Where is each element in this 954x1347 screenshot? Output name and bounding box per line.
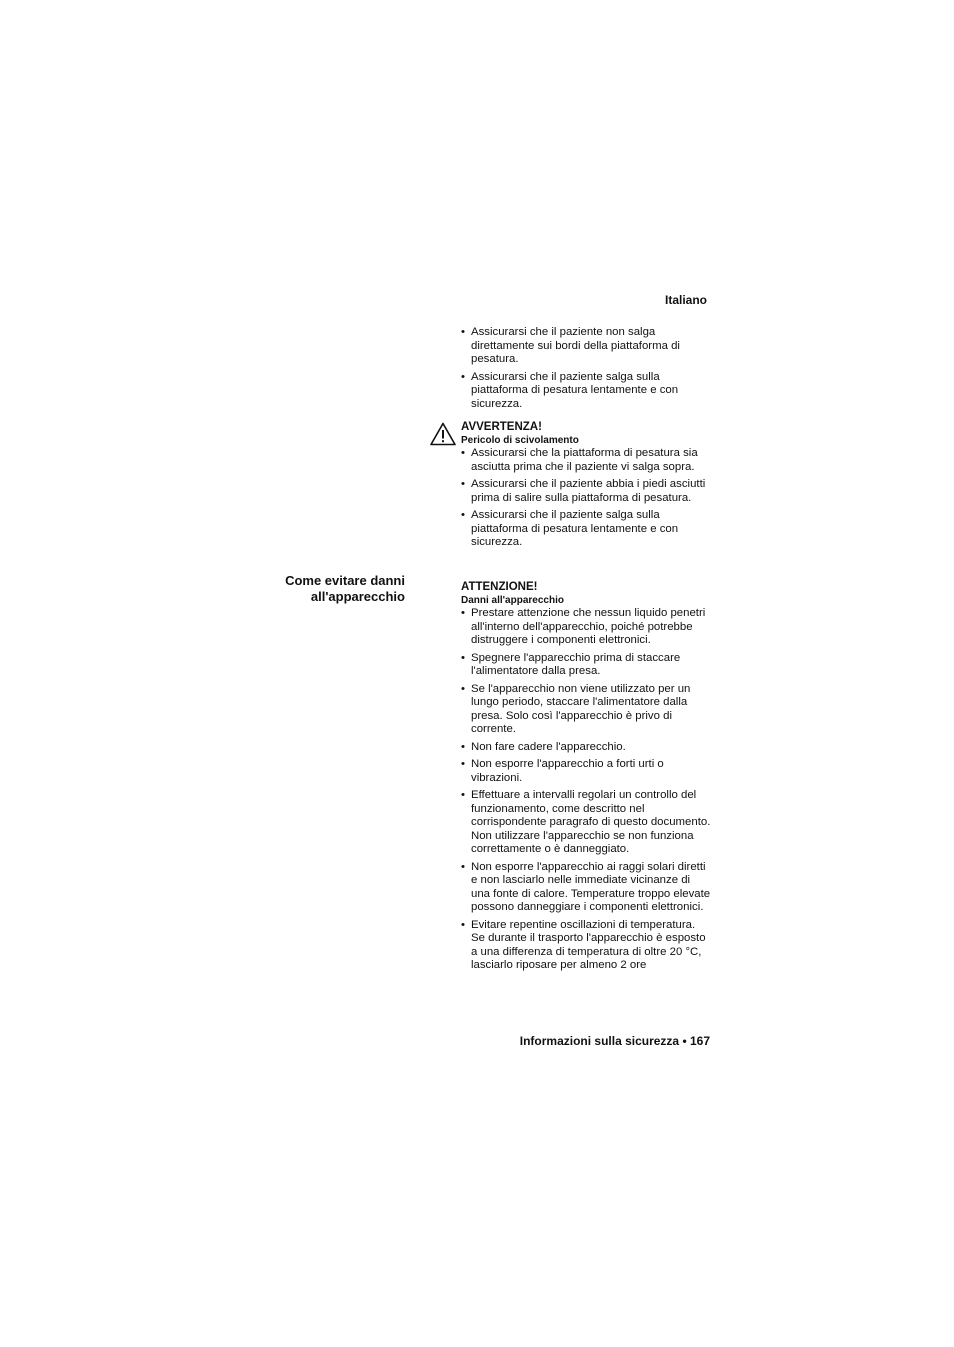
intro-bullet-list (461, 326, 711, 411)
warning-bullet-list (461, 447, 711, 550)
list-item: • Non fare cadere l'apparecchio. (461, 741, 711, 755)
caution-bullet-list (461, 607, 711, 973)
list-item: • Se l'apparecchio non viene utilizzato per un lungo periodo, staccare l'alimentatore dalla presa. Solo così l'apparecchio è privo di corrente. (461, 683, 711, 737)
list-item: • Assicurarsi che il paziente salga sulla piattaforma di pesatura lentamente e con sicurezza. (461, 509, 711, 550)
list-item: • Assicurarsi che il paziente abbia i piedi asciutti prima di salire sulla piattaforma di pesatura. (461, 478, 711, 505)
page-footer: Informazioni sulla sicurezza • 167 (519, 1034, 710, 1048)
page-header-language: Italiano (664, 293, 707, 307)
list-item: • Assicurarsi che il paziente salga sulla piattaforma di pesatura lentamente e con sicurezza. (461, 371, 711, 412)
list-item: • Assicurarsi che il paziente non salga direttamente sui bordi della piattaforma di pesatura. (461, 326, 711, 367)
list-item: • Evitare repentine oscillazioni di temperatura. Se durante il trasporto l'apparecchio è esposto a una differenza di temperatura di oltre 20 °C, lasciarlo riposare per almeno 2 ore (461, 919, 711, 973)
section-heading-line-2: all'apparecchio (310, 589, 405, 604)
warning-subtitle: Pericolo di scivolamento (461, 435, 579, 446)
intro-section (461, 326, 711, 415)
warning-block (461, 420, 711, 554)
list-item: • Assicurarsi che la piattaforma di pesatura sia asciutta prima che il paziente vi salga sopra. (461, 447, 711, 474)
list-item: • Non esporre l'apparecchio a forti urti o vibrazioni. (461, 758, 711, 785)
warning-title: AVVERTENZA! (461, 421, 542, 433)
caution-subtitle: Danni all'apparecchio (461, 595, 564, 606)
list-item: • Prestare attenzione che nessun liquido penetri all'interno dell'apparecchio, poiché potrebbe distruggere i componenti elettronici. (461, 607, 711, 648)
list-item: • Non esporre l'apparecchio ai raggi solari diretti e non lasciarlo nelle immediate vicinanze di una fonte di calore. Temperature troppo elevate possono danneggiare i componenti elettronici. (461, 861, 711, 915)
list-item: • Spegnere l'apparecchio prima di staccare l'alimentatore dalla presa. (461, 652, 711, 679)
list-item: • Effettuare a intervalli regolari un controllo del funzionamento, come descritto nel corrispondente paragrafo di questo documento. Non utilizzare l'apparecchio se non funziona correttamente o è danneggiato. (461, 789, 711, 857)
warning-triangle-icon (430, 422, 456, 446)
caution-block (461, 580, 711, 977)
section-heading-line-1: Come evitare danni (285, 573, 405, 588)
section-heading (240, 573, 405, 605)
caution-title: ATTENZIONE! (461, 581, 538, 593)
